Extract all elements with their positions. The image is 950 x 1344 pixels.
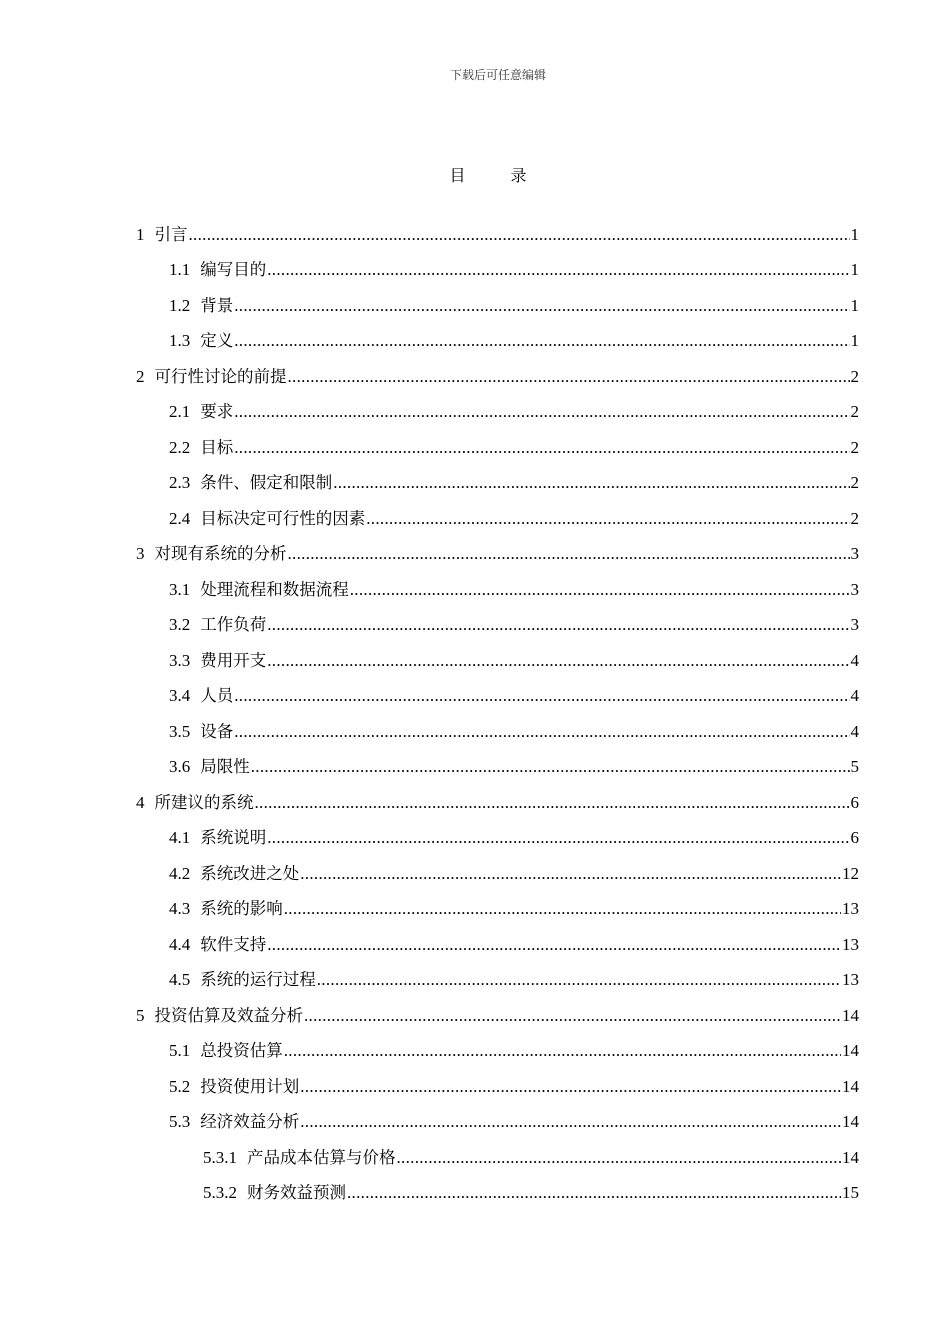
toc-dot-leader (304, 1006, 841, 1026)
toc-dot-leader (347, 1183, 841, 1203)
toc-entry-page-number: 14 (842, 1147, 859, 1167)
toc-entry-line (169, 469, 859, 493)
toc-entry-title: 设备 (200, 721, 234, 741)
toc-entry-page-number: 2 (850, 437, 859, 457)
toc-entry-number: 5.3.2 (203, 1183, 237, 1203)
toc-entry-number: 1.2 (169, 295, 191, 315)
toc-entry-number: 5.3.1 (203, 1147, 237, 1167)
toc-entry[interactable] (0, 322, 950, 358)
toc-entry-number: 3.5 (169, 721, 191, 741)
toc-entry-line (169, 682, 859, 706)
toc-entry-page-number: 4 (850, 721, 859, 741)
toc-entry-line (136, 221, 859, 245)
toc-entry[interactable] (0, 961, 950, 997)
toc-entry-title: 目标 (200, 437, 234, 457)
toc-dot-leader (234, 686, 849, 706)
toc-entry-number: 5.3 (169, 1112, 191, 1132)
toc-entry-line (203, 1179, 859, 1203)
toc-entry-line (136, 1002, 859, 1026)
toc-title: 目 录 (449, 166, 547, 185)
toc-entry-line (169, 398, 859, 422)
toc-dot-leader (300, 1077, 841, 1097)
toc-entry[interactable] (0, 925, 950, 961)
toc-entry-title: 所建议的系统 (154, 792, 254, 812)
toc-entry-page-number: 13 (842, 970, 859, 990)
toc-entry[interactable] (0, 748, 950, 784)
toc-entry-line (169, 1037, 859, 1061)
toc-entry-number: 3.6 (169, 757, 191, 777)
toc-entry-line (169, 647, 859, 671)
toc-entry-title: 编写目的 (200, 260, 267, 280)
toc-entry-title: 投资使用计划 (200, 1076, 300, 1096)
toc-entry-page-number: 14 (842, 1112, 859, 1132)
toc-entry-line (169, 292, 859, 316)
toc-entry-number: 2.2 (169, 437, 191, 457)
toc-dot-leader (234, 722, 849, 742)
toc-dot-leader (251, 757, 850, 777)
toc-entry[interactable] (0, 783, 950, 819)
toc-entry-line (169, 505, 859, 529)
toc-entry-line (169, 327, 859, 351)
toc-entry-title: 可行性讨论的前提 (154, 366, 287, 386)
toc-dot-leader (300, 864, 841, 884)
toc-entry-page-number: 14 (842, 1076, 859, 1096)
toc-entry-line (169, 434, 859, 458)
toc-entry-line (169, 824, 859, 848)
toc-entry-line (169, 931, 859, 955)
toc-entry[interactable] (0, 464, 950, 500)
toc-entry-title: 条件、假定和限制 (200, 473, 333, 493)
toc-entry-line (169, 860, 859, 884)
toc-entry-title: 系统说明 (200, 828, 267, 848)
toc-entry-number: 4.2 (169, 863, 191, 883)
toc-entry-line (169, 1108, 859, 1132)
toc-entry-line (169, 256, 859, 280)
toc-dot-leader (255, 793, 850, 813)
toc-dot-leader (288, 367, 850, 387)
toc-dot-leader (317, 970, 841, 990)
toc-entry[interactable] (0, 1067, 950, 1103)
toc-dot-leader (333, 473, 849, 493)
toc-entry-page-number: 14 (842, 1005, 859, 1025)
toc-entry-page-number: 2 (850, 402, 859, 422)
toc-entry[interactable] (0, 641, 950, 677)
toc-entry-title: 系统的运行过程 (200, 970, 316, 990)
toc-dot-leader (300, 1112, 841, 1132)
toc-entry-number: 2 (136, 366, 145, 386)
toc-dot-leader (366, 509, 849, 529)
toc-entry-number: 1.3 (169, 331, 191, 351)
toc-entry-title: 对现有系统的分析 (154, 544, 287, 564)
toc-entry[interactable] (0, 251, 950, 287)
table-of-contents (0, 215, 950, 1209)
toc-entry-title: 目标决定可行性的因素 (200, 508, 366, 528)
toc-entry-page-number: 6 (850, 828, 859, 848)
toc-entry-line (169, 718, 859, 742)
toc-entry-number: 5 (136, 1005, 145, 1025)
toc-entry-title: 投资估算及效益分析 (154, 1005, 303, 1025)
toc-entry-page-number: 2 (850, 473, 859, 493)
toc-dot-leader (267, 260, 849, 280)
toc-entry-page-number: 4 (850, 650, 859, 670)
toc-dot-leader (234, 402, 849, 422)
toc-entry[interactable] (0, 1103, 950, 1139)
toc-entry-page-number: 1 (850, 295, 859, 315)
toc-entry-number: 5.1 (169, 1041, 191, 1061)
toc-entry-page-number: 3 (850, 544, 859, 564)
toc-dot-leader (350, 580, 850, 600)
toc-entry-number: 4.3 (169, 899, 191, 919)
toc-entry-number: 4.4 (169, 934, 191, 954)
toc-entry-line (169, 895, 859, 919)
toc-entry-page-number: 12 (842, 863, 859, 883)
toc-dot-leader (267, 935, 841, 955)
toc-dot-leader (267, 828, 849, 848)
toc-entry-title: 费用开支 (200, 650, 267, 670)
toc-dot-leader (234, 331, 849, 351)
toc-entry-page-number: 2 (850, 366, 859, 386)
toc-entry-number: 3.4 (169, 686, 191, 706)
toc-entry[interactable] (0, 535, 950, 571)
toc-entry-line (136, 363, 859, 387)
toc-dot-leader (267, 615, 849, 635)
toc-entry-title: 背景 (200, 295, 234, 315)
toc-entry-title: 定义 (200, 331, 234, 351)
toc-entry-page-number: 13 (842, 899, 859, 919)
toc-entry[interactable] (0, 1032, 950, 1068)
toc-entry[interactable] (0, 606, 950, 642)
toc-dot-leader (267, 651, 849, 671)
toc-entry[interactable] (0, 499, 950, 535)
toc-entry-title: 引言 (154, 224, 188, 244)
toc-entry-line (169, 966, 859, 990)
toc-entry-line (169, 753, 859, 777)
toc-entry-number: 3 (136, 544, 145, 564)
toc-entry-page-number: 15 (842, 1183, 859, 1203)
toc-entry-number: 1 (136, 224, 145, 244)
toc-entry-number: 4 (136, 792, 145, 812)
toc-entry-title: 总投资估算 (200, 1041, 283, 1061)
toc-entry-number: 2.4 (169, 508, 191, 528)
toc-entry[interactable] (0, 428, 950, 464)
toc-entry[interactable] (0, 890, 950, 926)
toc-dot-leader (234, 296, 849, 316)
toc-entry-page-number: 14 (842, 1041, 859, 1061)
toc-entry-page-number: 3 (850, 615, 859, 635)
toc-entry-line (203, 1144, 859, 1168)
toc-entry-line (136, 789, 859, 813)
toc-entry-title: 局限性 (200, 757, 250, 777)
toc-entry[interactable] (0, 996, 950, 1032)
toc-entry-page-number: 3 (850, 579, 859, 599)
toc-entry[interactable] (0, 677, 950, 713)
toc-entry-number: 3.2 (169, 615, 191, 635)
toc-entry-number: 2.1 (169, 402, 191, 422)
toc-entry[interactable] (0, 819, 950, 855)
toc-entry-title: 软件支持 (200, 934, 267, 954)
toc-entry-line (169, 1073, 859, 1097)
toc-entry-line (169, 611, 859, 635)
toc-entry[interactable] (0, 712, 950, 748)
toc-entry-number: 3.3 (169, 650, 191, 670)
toc-entry-page-number: 6 (850, 792, 859, 812)
toc-entry-page-number: 13 (842, 934, 859, 954)
toc-entry-title: 经济效益分析 (200, 1112, 300, 1132)
toc-entry[interactable] (0, 1174, 950, 1210)
toc-entry-title: 财务效益预测 (247, 1183, 346, 1203)
toc-entry-page-number: 1 (850, 331, 859, 351)
toc-entry[interactable] (0, 357, 950, 393)
toc-entry[interactable] (0, 570, 950, 606)
toc-entry-title: 系统改进之处 (200, 863, 300, 883)
toc-entry-page-number: 1 (850, 260, 859, 280)
toc-entry-number: 2.3 (169, 473, 191, 493)
toc-dot-leader (284, 899, 841, 919)
toc-entry-number: 4.5 (169, 970, 191, 990)
toc-entry-line (169, 576, 859, 600)
toc-entry[interactable] (0, 215, 950, 251)
toc-entry-title: 要求 (200, 402, 234, 422)
toc-dot-leader (288, 544, 850, 564)
toc-entry-title: 处理流程和数据流程 (200, 579, 349, 599)
toc-entry-number: 4.1 (169, 828, 191, 848)
toc-entry[interactable] (0, 286, 950, 322)
toc-entry-title: 产品成本估算与价格 (247, 1147, 396, 1167)
toc-entry-page-number: 4 (850, 686, 859, 706)
toc-dot-leader (397, 1148, 842, 1168)
page-header: 下载后可任意编辑 (449, 68, 546, 82)
toc-entry-number: 5.2 (169, 1076, 191, 1096)
toc-dot-leader (284, 1041, 841, 1061)
toc-entry-number: 3.1 (169, 579, 191, 599)
toc-entry-page-number: 5 (850, 757, 859, 777)
toc-entry[interactable] (0, 1138, 950, 1174)
toc-entry-number: 1.1 (169, 260, 191, 280)
toc-entry-title: 人员 (200, 686, 234, 706)
toc-entry-page-number: 1 (850, 224, 859, 244)
toc-dot-leader (189, 225, 850, 245)
toc-entry-title: 系统的影响 (200, 899, 283, 919)
toc-entry-page-number: 2 (850, 508, 859, 528)
toc-entry[interactable] (0, 854, 950, 890)
toc-entry[interactable] (0, 393, 950, 429)
toc-dot-leader (234, 438, 849, 458)
toc-entry-title: 工作负荷 (200, 615, 267, 635)
toc-entry-line (136, 540, 859, 564)
